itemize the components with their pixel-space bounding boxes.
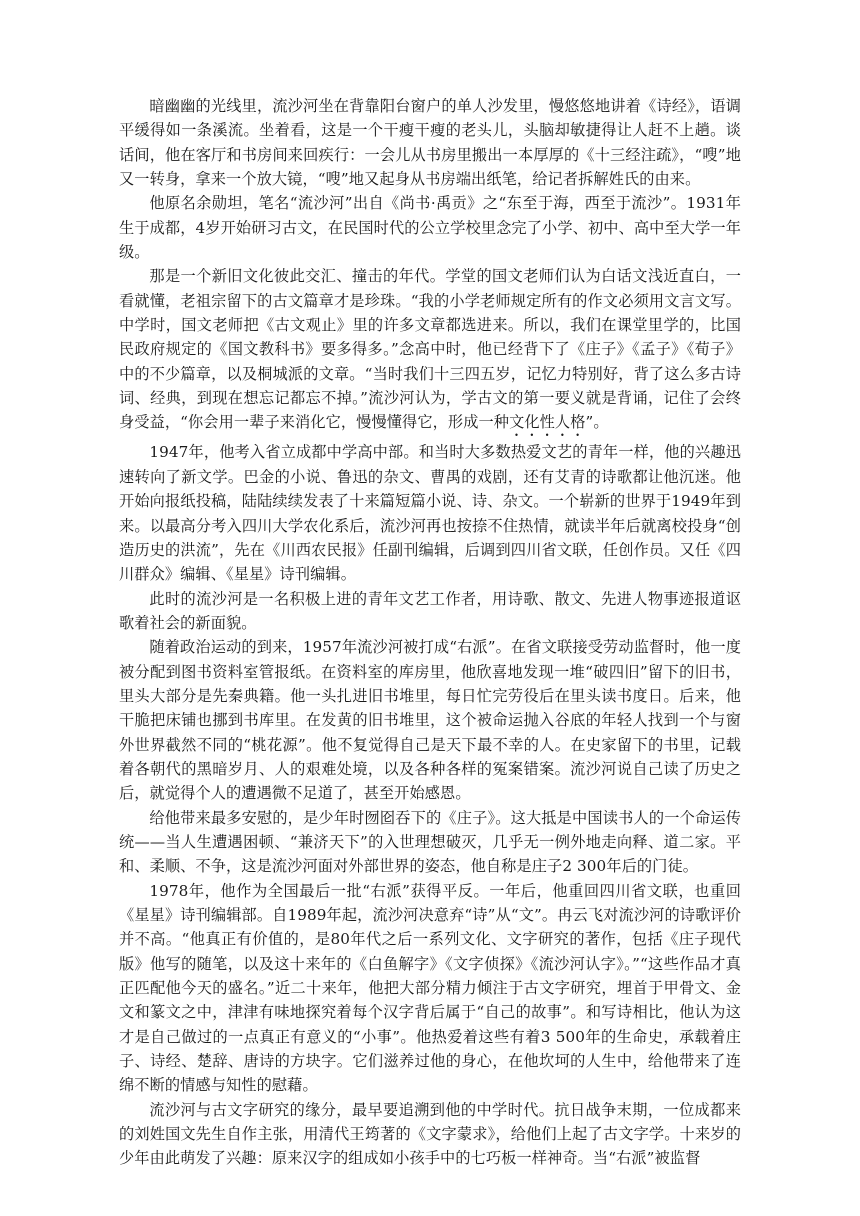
article-paragraph-4: 1947年，他考入省立成都中学高中部。和当时大多数热爱文艺的青年一样，他的兴趣迅速转向了新文学。巴金的小说、鲁迅的杂文、曹禺的戏剧，还有艾青的诗歌都让他沉迷。他开始向报纸投稿，陆陆续续发表了十来篇短篇小说、诗、杂文。一个崭新的世界于1949年到来。以最高分考入四川大学农化系后，流沙河再也按捺不住热情，就读半年后就离校投身“创造历史的洪流”，先在《川西农民报》任副刊编辑，后调到四川省文联，任创作员。又任《四川群众》编辑、《星星》诗刊编辑。 <box>119 443 741 584</box>
article-paragraph-8: 1978年，他作为全国最后一批“右派”获得平反。一年后，他重回四川省文联，也重回《星星》诗刊编辑部。自1989年起，流沙河决意弃“诗”从“文”。冉云飞对流沙河的诗歌评价并不高。“他真正有价值的，是80年代之后一系列文化、文字研究的著作，包括《庄子现代版》他写的随笔，以及这十来年的《白鱼解字》《文字侦探》《流沙河认字》。”“这些作品才真正匹配他今天的盛名。”近二十来年，他把大部分精力倾注于古文字研究，埋首于甲骨文、金文和篆文之中，津津有味地探究着每个汉字背后属于“自己的故事”。和写诗相比，他认为这才是自己做过的一点真正有意义的“小事”。他热爱着这些有着3 500年的生命史，承载着庄子、诗经、楚辞、唐诗的方块字。它们滋养过他的身心，在他坎坷的人生中，给他带来了连绵不断的情感与知性的慰藉。 <box>119 881 741 1095</box>
article-paragraph-1: 暗幽幽的光线里，流沙河坐在背靠阳台窗户的单人沙发里，慢悠悠地讲着《诗经》，语调平缓得如一条溪流。坐着看，这是一个干瘦干瘦的老头儿，头脑却敏捷得让人赶不上趟。谈话间，他在客厅和书房间来回疾行：一会儿从书房里搬出一本厚厚的《十三经注疏》，“嗖”地又一转身，拿来一个放大镜，“嗖”地又起身从书房端出纸笔，给记者拆解姓氏的由来。 <box>119 97 741 189</box>
article-paragraph-7: 给他带来最多安慰的，是少年时囫囵吞下的《庄子》。这大抵是中国读书人的一个命运传统——当人生遭遇困顿、“兼济天下”的入世理想破灭，几乎无一例外地走向释、道二家。平和、柔顺、不争，这是流沙河面对外部世界的姿态，他自称是庄子2 300年后的门徒。 <box>119 808 741 876</box>
article-paragraph-3-end: ”。 <box>585 413 609 432</box>
article-body <box>119 94 741 1171</box>
article-paragraph-3 <box>119 264 741 440</box>
emphasized-phrase: 文化性人格 <box>509 413 586 432</box>
article-paragraph-3-text: 那是一个新旧文化彼此交汇、撞击的年代。学堂的国文老师们认为白话文浅近直白，一看就懂，老祖宗留下的古文篇章才是珍珠。“我的小学老师规定所有的作文必须用文言文写。中学时，国文老师把《古文观止》里的许多文章都选进来。所以，我们在课堂里学的，比国民政府规定的《国文教科书》要多得多。”念高中时，他已经背下了《庄子》《孟子》《荀子》中的不少篇章，以及桐城派的文章。“当时我们十三四五岁，记忆力特别好，背了这么多古诗词、经典，到现在想忘记都忘不掉。”流沙河认为，学古文的第一要义就是背诵，记住了会终身受益，“你会用一辈子来消化它，慢慢懂得它，形成一种 <box>119 267 741 432</box>
article-paragraph-6: 随着政治运动的到来，1957年流沙河被打成“右派”。在省文联接受劳动监督时，他一度被分配到图书资料室管报纸。在资料室的库房里，他欣喜地发现一堆“破四旧”留下的旧书，里头大部分是先秦典籍。他一头扎进旧书堆里，每日忙完劳役后在里头读书度日。后来，他干脆把床铺也挪到书库里。在发黄的旧书堆里，这个被命运抛入谷底的年轻人找到一个与窗外世界截然不同的“桃花源”。他不复觉得自己是天下最不幸的人。在史家留下的书里，记载着各朝代的黑暗岁月、人的艰难处境，以及各种各样的冤案错案。流沙河说自己读了历史之后，就觉得个人的遭遇微不足道了，甚至开始感恩。 <box>119 638 741 803</box>
article-paragraph-2: 他原名余勋坦，笔名“流沙河”出自《尚书·禹贡》之“东至于海，西至于流沙”。1931年生于成都，4岁开始研习古文，在民国时代的公立学校里念完了小学、初中、高中至大学一年级。 <box>119 194 741 262</box>
article-paragraph-5: 此时的流沙河是一名积极上进的青年文艺工作者，用诗歌、散文、先进人物事迹报道讴歌着社会的新面貌。 <box>119 589 741 632</box>
article-paragraph-9: 流沙河与古文字研究的缘分，最早要追溯到他的中学时代。抗日战争末期，一位成都来的刘姓国文先生自作主张，用清代王筠著的《文字蒙求》，给他们上起了古文字学。十来岁的少年由此萌发了兴趣：原来汉字的组成如小孩手中的七巧板一样神奇。当“右派”被监督 <box>119 1100 741 1168</box>
